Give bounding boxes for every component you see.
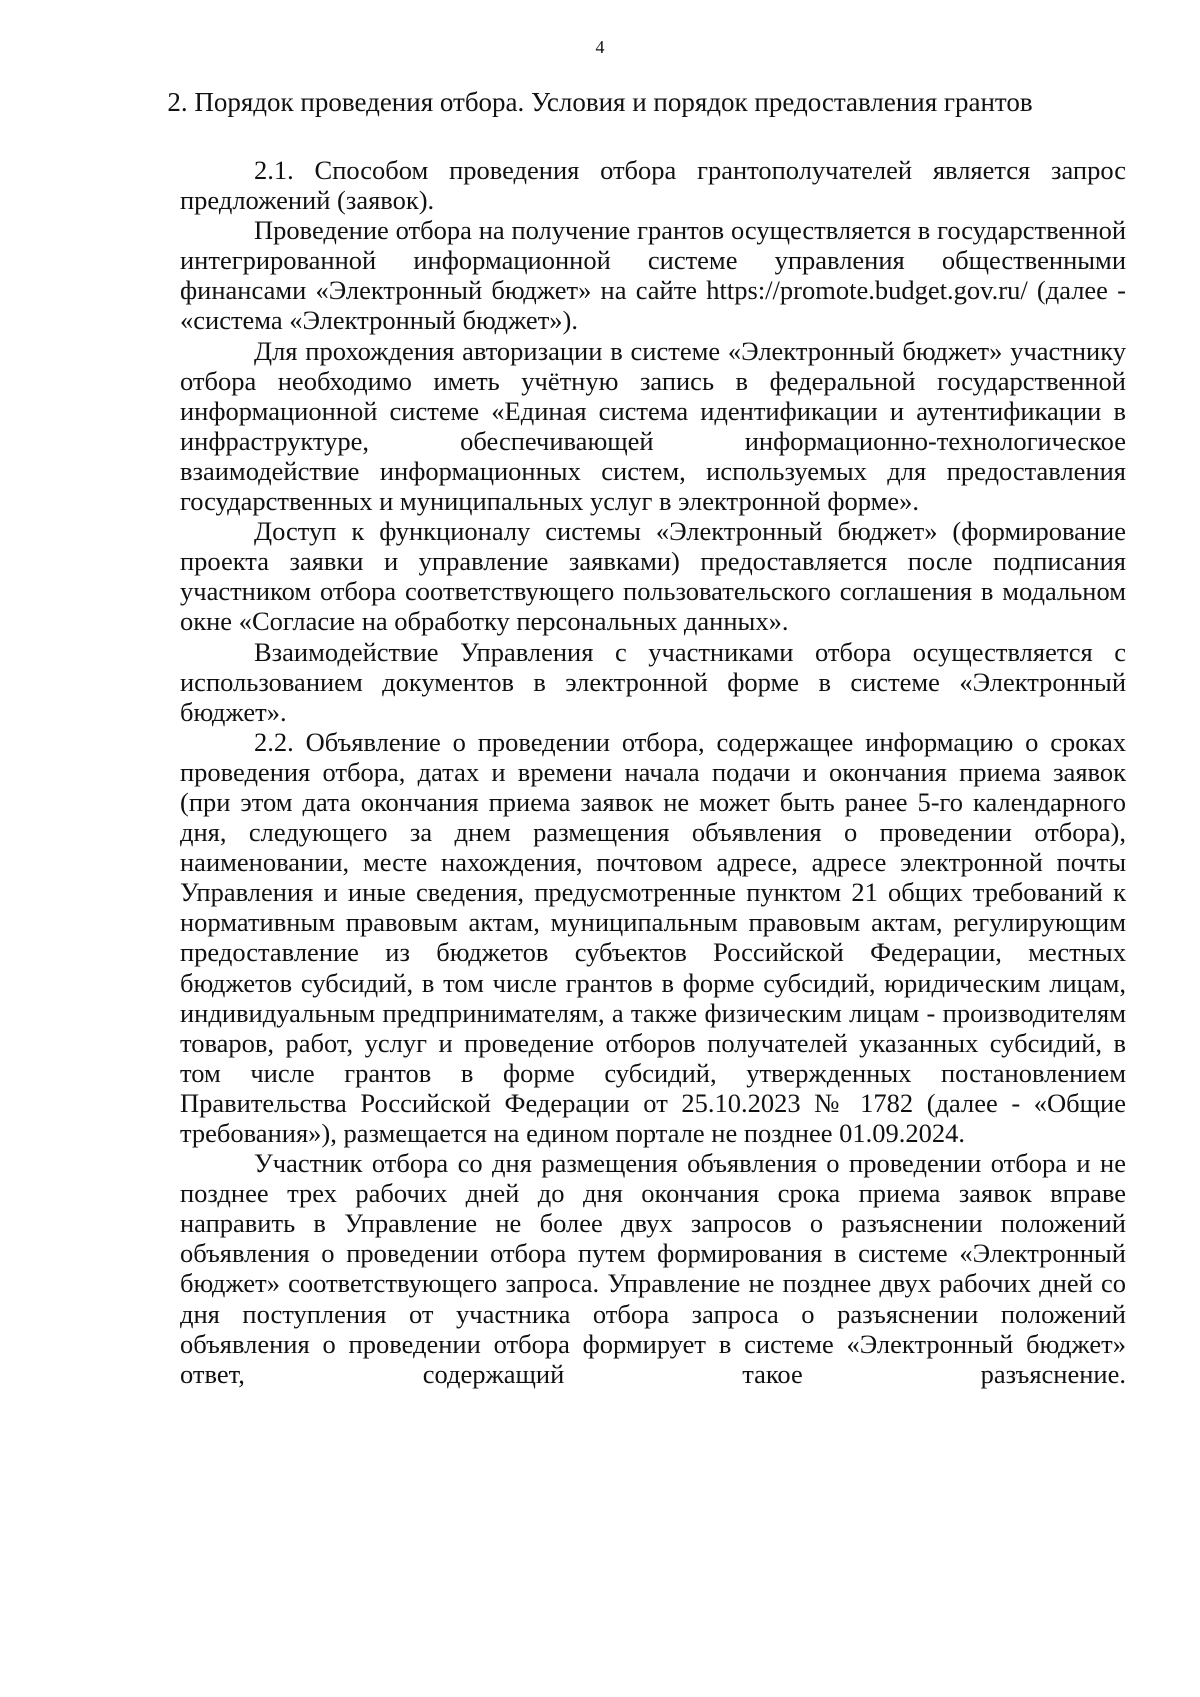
paragraph-selection-system: Проведение отбора на получение грантов осуществляется в государственной интегрированной информационной системе управления общественными финансами «Электронный бюджет» на сайте https://promote.budget.gov.ru/ (далее - «система «Электронный бюджет»). bbox=[180, 215, 1126, 336]
paragraph-authorization: Для прохождения авторизации в системе «Электронный бюджет» участнику отбора необходимо иметь учётную запись в федеральной государственной информационной системе «Единая система идентификации и аутентификации в инфраструктуре, обеспечивающей информационно-технологическое взаимодействие информационных систем, используемых для предоставления государственных и муниципальных услуг в электронной форме». bbox=[180, 335, 1126, 517]
paragraph-interaction: Взаимодействие Управления с участниками отбора осуществляется с использованием документов в электронной форме в системе «Электронный бюджет». bbox=[180, 636, 1126, 727]
paragraph-2-2: 2.2. Объявление о проведении отбора, содержащее информацию о сроках проведения отбора, датах и времени начала подачи и окончания приема заявок (при этом дата окончания приема заявок не может быть ранее 5-го календарного дня, следующего за днем размещения объявления о проведении отбора), наименовании, месте нахождения, почтовом адресе, адресе электронной почты Управления и иные сведения, предусмотренные пунктом 21 общих требований к нормативным правовым актам, муниципальным правовым актам, регулирующим предоставление из бюджетов субъектов Российской Федерации, местных бюджетов субсидий, в том числе грантов в форме субсидий, юридическим лицам, индивидуальным предпринимателям, а также физическим лицам - производителям товаров, работ, услуг и проведение отборов получателей указанных субсидий, в том числе грантов в форме субсидий, утвержденных постановлением Правительства Российской Федерации от 25.10.2023 № 1782 (далее - «Общие требования»), размещается на едином портале не позднее 01.09.2024. bbox=[180, 726, 1126, 1148]
paragraph-clarification-requests: Участник отбора со дня размещения объявления о проведении отбора и не позднее трех рабочих дней до дня окончания срока приема заявок вправе направить в Управление не более двух запросов о разъяснении положений объявления о проведении отбора путем формирования в системе «Электронный бюджет» соответствующего запроса. Управление не позднее двух рабочих дней со дня поступления от участника отбора запроса о разъяснении положений объявления о проведении отбора формирует в системе «Электронный бюджет» ответ, содержащий такое разъяснение. bbox=[180, 1148, 1126, 1389]
paragraph-access: Доступ к функционалу системы «Электронный бюджет» (формирование проекта заявки и управление заявками) предоставляется после подписания участником отбора соответствующего пользовательского соглашения в модальном окне «Согласие на обработку персональных данных». bbox=[180, 516, 1126, 637]
section-title: 2. Порядок проведения отбора. Условия и порядок предоставления грантов bbox=[167, 87, 1033, 117]
page-number: 4 bbox=[595, 37, 605, 57]
document-body bbox=[180, 155, 1126, 1389]
paragraph-2-1: 2.1. Способом проведения отбора грантополучателей является запрос предложений (заявок). bbox=[180, 155, 1126, 216]
